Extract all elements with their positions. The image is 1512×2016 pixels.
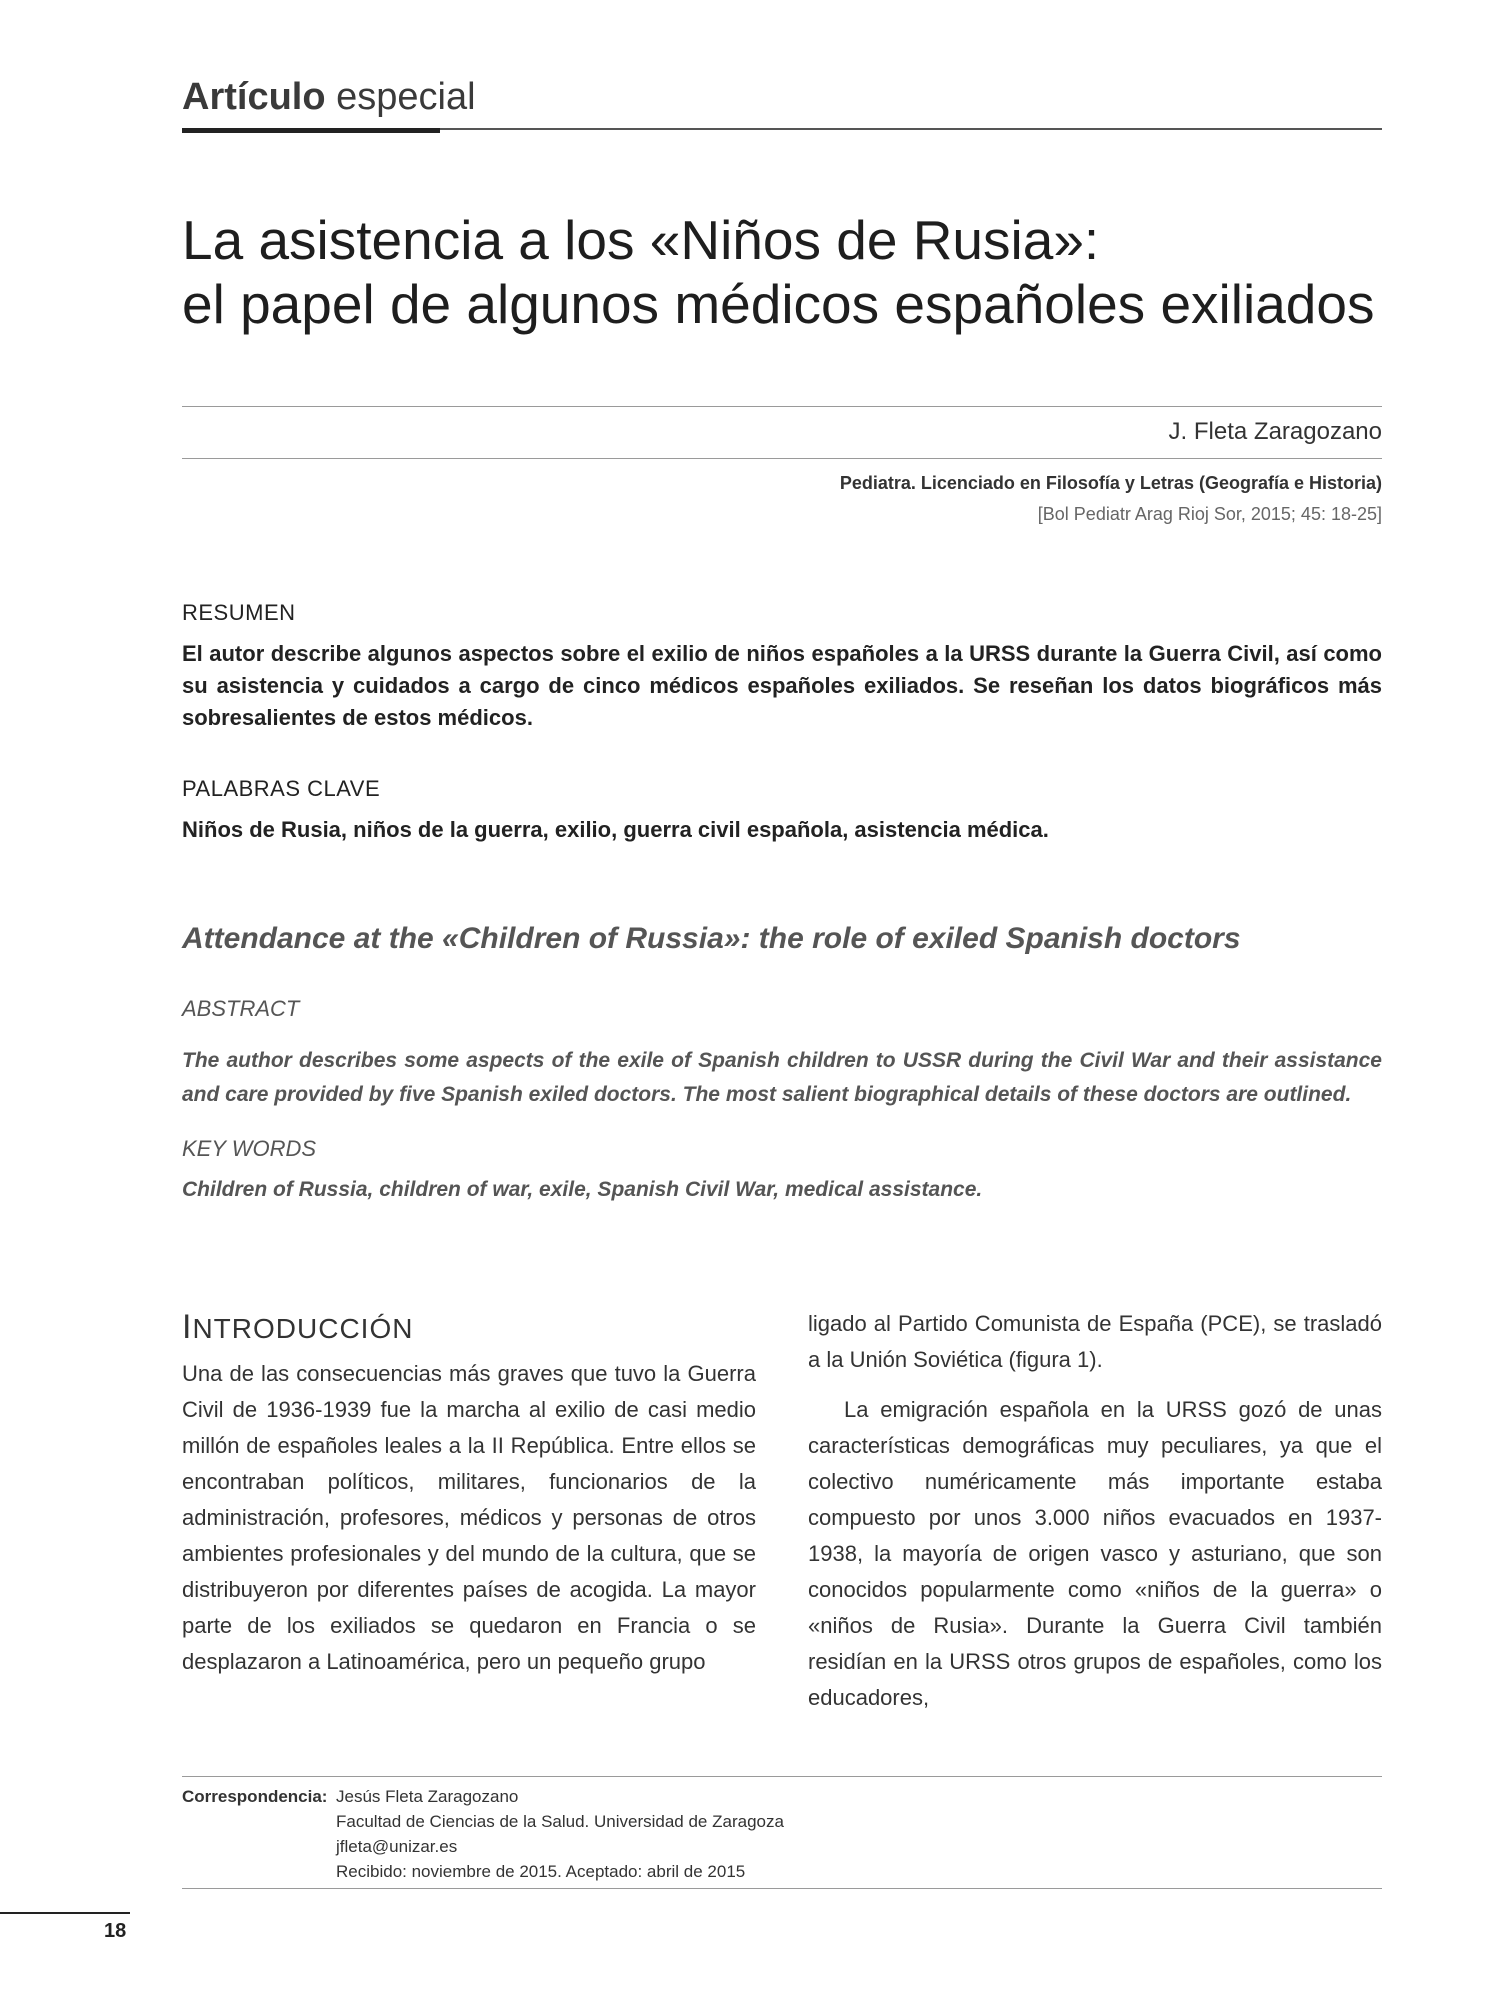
section-label-rest: especial [325, 76, 476, 118]
page-number-rule [0, 1912, 130, 1914]
intro-column-right [808, 1306, 1382, 1716]
article-title-line1: La asistencia a los «Niños de Rusia»: [182, 209, 1100, 271]
correspondence-institution: Facultad de Ciencias de la Salud. Universidad de Zaragoza [336, 1812, 784, 1831]
intro-heading-rest: NTRODUCCIÓN [192, 1313, 414, 1344]
english-title: Attendance at the «Children of Russia»: the role of exiled Spanish doctors [182, 922, 1241, 955]
correspondence-details [336, 1784, 784, 1884]
article-title-line2: el papel de algunos médicos españoles exiliados [182, 273, 1375, 335]
author-rule-top [182, 406, 1382, 407]
correspondence-rule-bottom [182, 1888, 1382, 1889]
section-label-bold: Artículo [182, 76, 326, 118]
correspondence-label: Correspondencia: [182, 1787, 328, 1806]
article-title [182, 208, 1382, 336]
intro-heading-cap: I [182, 1308, 193, 1346]
section-label [182, 76, 476, 119]
intro-paragraph-2: ligado al Partido Comunista de España (PCE), se trasladó a la Unión Soviética (figura 1). [808, 1311, 1382, 1372]
author-affiliation: Pediatra. Licenciado en Filosofía y Letras (Geografía e Historia) [839, 473, 1382, 493]
abstract-heading: ABSTRACT [182, 996, 300, 1021]
intro-heading [182, 1308, 413, 1347]
citation: [Bol Pediatr Arag Rioj Sor, 2015; 45: 18-25] [1037, 504, 1382, 524]
keywords-heading: KEY WORDS [182, 1136, 317, 1161]
intro-paragraph-1: Una de las consecuencias más graves que tuvo la Guerra Civil de 1936-1939 fue la marcha al exilio de casi medio millón de españoles leales a la II República. Entre ellos se encontraban políticos, militares, funcionarios de la administración, profesores, médicos y personas de otros ambientes profesionales y del mundo de la cultura, que se distribuyeron por diferentes países de acogida. La mayor parte de los exiliados se quedaron en Francia o se desplazaron a Latinoamérica, pero un pequeño grupo [182, 1361, 756, 1674]
correspondence-email[interactable]: jfleta@unizar.es [336, 1837, 458, 1856]
palabras-clave-heading: PALABRAS CLAVE [182, 776, 381, 801]
resumen-text: El autor describe algunos aspectos sobre el exilio de niños españoles a la URSS durante la Guerra Civil, así como su asistencia y cuidados a cargo de cinco médicos españoles exiliados. Se reseñan los datos biográficos más sobresalientes de estos médicos. [182, 641, 1382, 730]
author-name: J. Fleta Zaragozano [1168, 418, 1382, 445]
correspondence-rule [182, 1776, 1382, 1777]
page-number: 18 [104, 1920, 127, 1942]
palabras-clave-text: Niños de Rusia, niños de la guerra, exilio, guerra civil española, asistencia médica. [182, 817, 1049, 842]
correspondence-dates: Recibido: noviembre de 2015. Aceptado: abril de 2015 [336, 1862, 746, 1881]
author-rule-bottom [182, 458, 1382, 459]
header-rule-accent [182, 128, 440, 133]
resumen-heading: RESUMEN [182, 600, 296, 625]
intro-column-left [182, 1356, 756, 1680]
keywords-text: Children of Russia, children of war, exile, Spanish Civil War, medical assistance. [182, 1178, 983, 1201]
abstract-text: The author describes some aspects of the exile of Spanish children to USSR during the Civil War and their assistance and care provided by five Spanish exiled doctors. The most salient biographical details of these doctors are outlined. [182, 1049, 1382, 1106]
intro-paragraph-3: La emigración española en la URSS gozó de unas características demográficas muy peculiares, ya que el colectivo numéricamente más importante estaba compuesto por unos 3.000 niños evacuados en 1937-1938, la mayoría de origen vasco y asturiano, que son conocidos popularmente como «niños de la guerra» o «niños de Rusia». Durante la Guerra Civil también residían en la URSS otros grupos de españoles, como los educadores, [808, 1397, 1382, 1710]
correspondence-name: Jesús Fleta Zaragozano [336, 1787, 519, 1806]
